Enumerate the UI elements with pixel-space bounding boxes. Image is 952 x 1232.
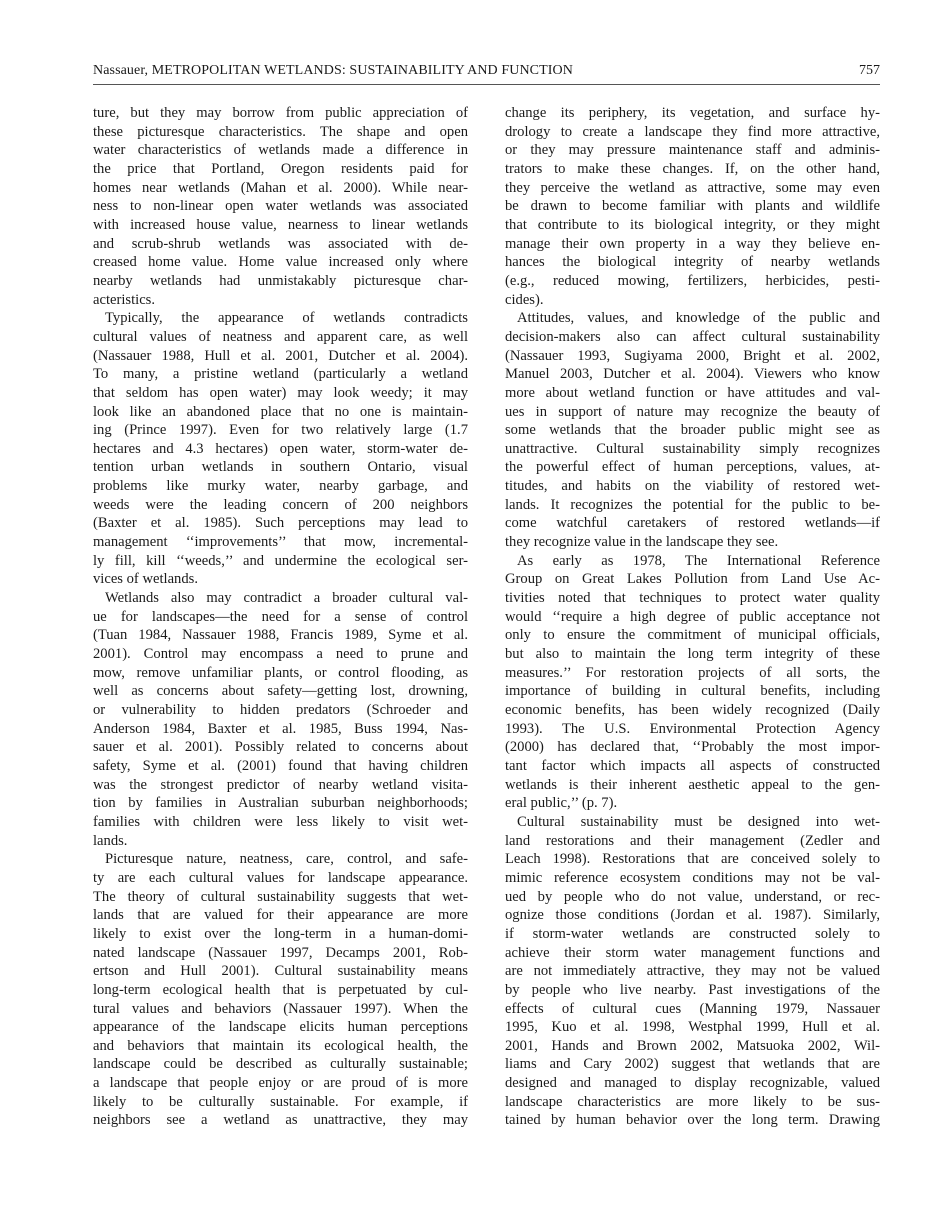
paragraph [505,813,880,1130]
text-line: (Tuan 1984, Nassauer 1988, Francis 1989, Syme et al. [93,627,468,644]
text-line: Picturesque nature, neatness, care, control, and safe- [105,851,468,868]
text-line: trators to make these changes. If, on the other hand, [505,160,880,177]
text-line: Typically, the appearance of wetlands contradicts [105,310,468,327]
text-line: neighbors see a wetland as unattractive, they may [93,1112,468,1129]
text-line: vices of wetlands. [93,571,198,588]
text-line: Leach 1998). Restorations that are conceived solely to [505,851,880,868]
text-line: by people who live nearby. Past investigations of the [505,981,880,998]
text-line: ture, but they may borrow from public appreciation of [93,105,468,121]
text-line: sauer et al. 2001). Possibly related to concerns about [93,739,468,756]
text-line: landscape characteristics are more likely to be sus- [505,1093,880,1110]
text-line: decision-makers also can affect cultural sustainability [505,328,880,345]
text-line: designed and managed to display recognizable, valued [505,1075,880,1092]
text-line: ertson and Hull 2001). Cultural sustainability means [93,963,468,980]
text-line: likely to exist over the long-term in a human-domi- [93,925,468,942]
text-line: but also to maintain the long term integrity of these [505,646,880,663]
text-line: long-term ecological health that is perpetuated by cul- [93,981,468,998]
text-line: that contribute to its biological integrity, or they might [505,216,880,233]
text-line: ness to non-linear open water wetlands was associated [93,198,468,215]
paragraph [505,104,880,309]
text-line: that seldom has open water) may look weedy; it may [93,384,468,401]
text-line: ty are each cultural values for landscape appearance. [93,869,468,886]
text-line: Manuel 2003, Dutcher et al. 2004). Viewers who know [505,366,880,383]
text-line: tained by human behavior over the long term. Drawing [505,1112,880,1129]
text-line: landscape could be described as culturally sustainable; [93,1056,468,1073]
text-line: 1993). The U.S. Environmental Protection Agency [505,720,880,737]
text-line: management ‘‘improvements’’ that mow, incremental- [93,534,468,551]
text-line: homes near wetlands (Mahan et al. 2000). While near- [93,179,468,196]
text-line: (2000) has declared that, ‘‘Probably the most impor- [505,739,880,756]
text-line: Anderson 1984, Baxter et al. 1985, Buss 1994, Nas- [93,720,468,737]
right-column [505,104,880,1130]
text-line: effects of cultural cues (Manning 1979, Nassauer [505,1000,880,1017]
text-line: land restorations and their management (Zedler and [505,832,880,849]
text-line: weeds were the leading concern of 200 neighbors [93,496,468,513]
text-line: 2001). Control may encompass a need to prune and [93,646,468,663]
text-line: tant factor which impacts all aspects of constructed [505,757,880,774]
text-line: problems like murky water, nearby garbage, and [93,478,468,495]
text-line: with increased house value, nearness to linear wetlands [93,216,468,233]
text-line: likely to be culturally sustainable. For example, if [93,1093,468,1110]
text-line: economic benefits, has been widely recognized (Daily [505,702,880,718]
paragraph [93,309,468,589]
text-line: (Baxter et al. 1985). Such perceptions may lead to [93,515,468,532]
text-line: be drawn to become familiar with plants and wildlife [505,198,880,215]
text-line: lands. It recognizes the potential for the public to be- [505,496,880,513]
text-line: acteristics. [93,291,155,308]
text-line: unattractive. Cultural sustainability simply recognizes [505,440,880,457]
page-number: 757 [859,63,880,78]
paragraph [93,589,468,850]
text-line: The theory of cultural sustainability suggests that wet- [93,888,468,905]
text-line: mow, remove unfamiliar plants, or control flooding, as [93,664,468,681]
text-line: the powerful effect of human perceptions, values, at- [505,459,880,476]
text-line: liams and Cary 2002) suggest that wetlands that are [505,1056,880,1073]
text-line: 1995, Kuo et al. 1998, Westphal 1999, Hull et al. [505,1019,880,1036]
paragraph [93,104,468,309]
text-line: achieve their storm water management functions and [505,944,880,961]
text-line: the price that Portland, Oregon residents paid for [93,160,468,177]
text-line: or vulnerability to hidden predators (Schroeder and [93,702,468,718]
text-line: they recognize value in the landscape they see. [505,534,779,551]
text-line: Wetlands also may contradict a broader cultural val- [105,590,468,607]
left-column [93,104,468,1130]
text-line: (e.g., reduced mowing, fertilizers, herbicides, pesti- [505,272,880,289]
text-line: change its periphery, its vegetation, and surface hy- [505,105,880,121]
paragraph [505,552,880,813]
paragraph [505,309,880,552]
text-line: As early as 1978, The International Reference [517,552,880,569]
text-line: hances the biological integrity of nearby wetlands [505,254,880,271]
running-title: Nassauer, METROPOLITAN WETLANDS: SUSTAINABILITY AND FUNCTION [93,63,573,78]
text-line: (Nassauer 1988, Hull et al. 2001, Dutcher et al. 2004). [93,347,468,364]
text-line: nearby wetlands had unmistakably picturesque char- [93,272,468,289]
text-line: eral public,’’ (p. 7). [505,795,618,812]
paragraph [93,850,468,1130]
text-line: and behaviors that maintain its ecological health, the [93,1037,468,1054]
text-line: or they may pressure maintenance staff and adminis- [505,142,880,159]
text-line: ues in support of nature may recognize the beauty of [505,403,880,420]
text-line: tural values and behaviors (Nassauer 1997). When the [93,1000,468,1017]
text-line: only to ensure the commitment of municipal officials, [505,627,880,644]
text-line: some wetlands that the broader public might see as [505,422,880,439]
text-line: tivities noted that techniques to protect water quality [505,590,880,607]
text-line: water characteristics of wetlands made a difference in [93,142,468,159]
text-line: tion by families in Australian suburban neighborhoods; [93,795,468,812]
text-line: was the strongest predictor of nearby wetland visita- [93,776,468,793]
text-line: more about wetland function or have attitudes and val- [505,384,880,401]
text-line: look like an abandoned place that no one is maintain- [93,403,468,420]
text-line: creased home value. Home value increased only where [93,254,468,271]
text-line: mimic reference ecosystem conditions may not be val- [505,869,880,886]
text-line: cides). [505,291,544,308]
text-line: they perceive the wetland as attractive, some may even [505,179,880,196]
text-line: well as concerns about safety—getting lost, drowning, [93,683,468,700]
text-line: ue for landscapes—the need for a sense of control [93,608,468,625]
text-line: hectares and 4.3 hectares) open water, storm-water de- [93,440,468,457]
text-line: nated landscape (Nassauer 1997, Decamps 2001, Rob- [93,944,468,961]
running-header [93,62,880,85]
text-line: ly fill, kill ‘‘weeds,’’ and undermine the ecological ser- [93,552,468,569]
text-line: (Nassauer 1993, Sugiyama 2000, Bright et al. 2002, [505,347,880,364]
text-line: a landscape that people enjoy or are proud of is more [93,1075,468,1092]
text-line: and scrub-shrub wetlands was associated with de- [93,235,468,252]
text-line: lands that are valued for their appearance are more [93,907,468,924]
text-line: Group on Great Lakes Pollution from Land Use Ac- [505,571,880,588]
text-line: ing (Prince 1997). Even for two relatively large (1.7 [93,422,468,439]
text-line: importance of building in cultural benefits, including [505,683,880,700]
text-line: Cultural sustainability must be designed into wet- [517,813,880,830]
text-line: manage their own property in a way they believe en- [505,235,880,252]
text-line: ognize those conditions (Jordan et al. 1987). Similarly, [505,907,880,924]
text-line: tention urban wetlands in southern Ontario, visual [93,459,468,476]
text-line: drology to create a landscape they find more attractive, [505,123,880,140]
text-line: To many, a pristine wetland (particularly a wetland [93,366,468,383]
text-line: 2001, Hands and Brown 2002, Matsuoka 2002, Wil- [505,1037,880,1054]
text-line: appearance of the landscape elicits human perceptions [93,1019,468,1036]
text-line: safety, Syme et al. (2001) found that having children [93,757,468,774]
text-line: measures.’’ For restoration projects of all sorts, the [505,664,880,681]
text-line: if storm-water wetlands are constructed solely to [505,925,880,942]
text-line: Attitudes, values, and knowledge of the public and [517,310,880,327]
text-line: these picturesque characteristics. The shape and open [93,123,468,140]
text-line: lands. [93,832,128,849]
text-line: cultural values of neatness and apparent care, as well [93,328,468,345]
text-line: wetlands is their inherent aesthetic appeal to the gen- [505,776,880,793]
text-line: ued by people who do not value, understand, or rec- [505,888,880,905]
text-line: come watchful caretakers of restored wetlands—if [505,515,880,532]
text-line: titudes, and habits on the viability of restored wet- [505,478,880,495]
text-line: would ‘‘require a high degree of public acceptance not [505,608,880,625]
text-line: families with children were less likely to visit wet- [93,813,468,830]
text-line: are not immediately attractive, they may not be valued [505,963,880,980]
